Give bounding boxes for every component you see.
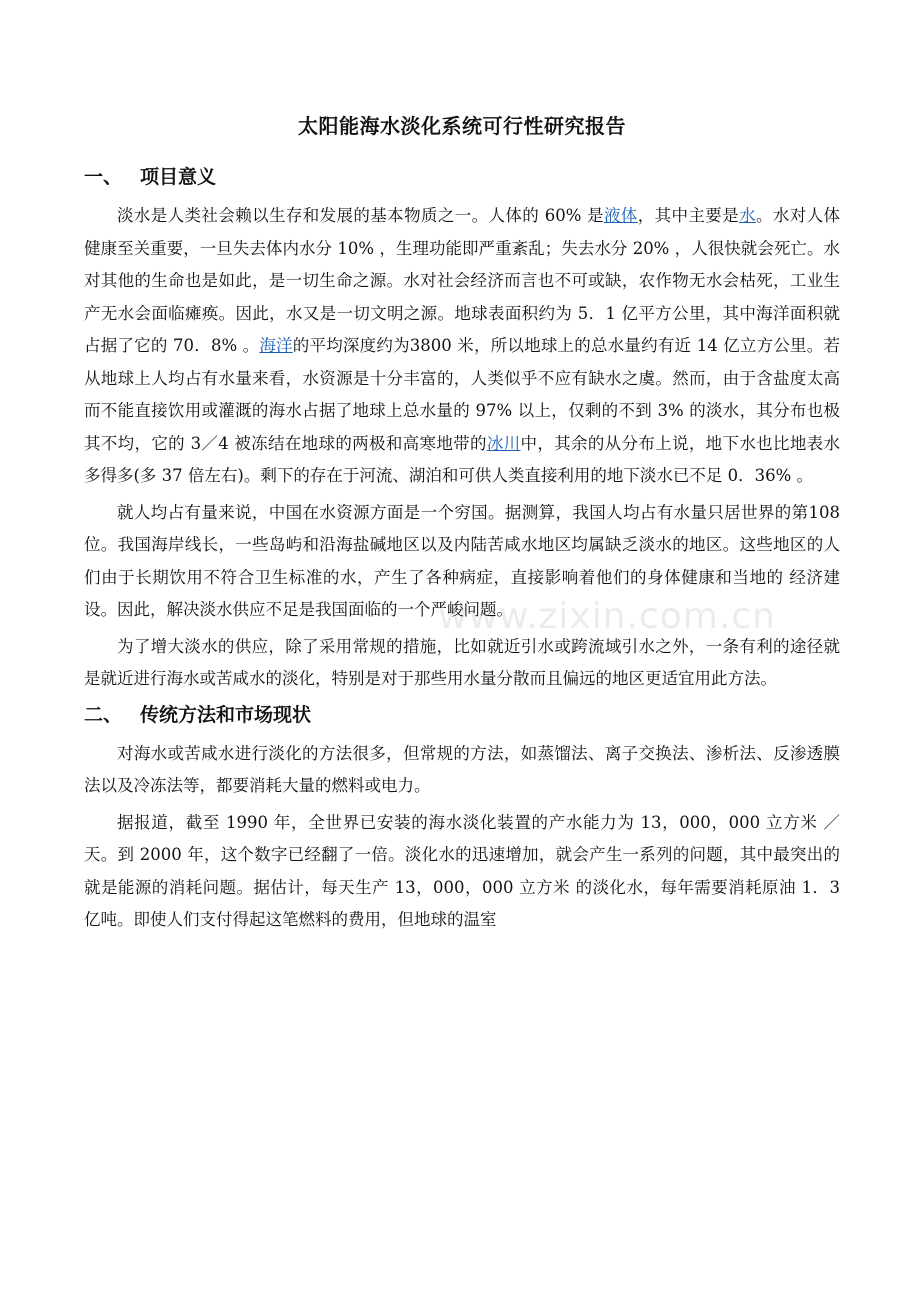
link-water[interactable]: 水 — [739, 206, 756, 225]
section-1-paragraph-1 — [84, 200, 840, 493]
link-ocean[interactable]: 海洋 — [259, 336, 293, 355]
section-1-paragraph-3: 为了增大淡水的供应，除了采用常规的措施，比如就近引水或跨流域引水之外，一条有利的途径就是就近进行海水或苦咸水的淡化，特别是对于那些用水量分散而且偏远的地区更适宜用此方法。 — [84, 636, 840, 688]
text-run: 淡水是人类社会赖以生存和发展的基本物质之一。人体的 60% 是 — [117, 206, 604, 225]
section-2-title: 传统方法和市场现状 — [140, 703, 312, 726]
text-run: 的平均深度约为3800 米，所以地球上的总水量约有近 14 亿立方公里。若从地球上人均占有水量来看，水资源是十分丰富的，人类似乎不应有缺水之虞。然而，由于含盐度太高而不能直接饮用或灌溉的海水占据了地球上总水量的 97% 以上，仅剩的不到 3% 的淡水，其分布也极其不均，它的 3／4 被冻结在地球的两极和高寒地带的 — [84, 336, 840, 453]
section-2-heading — [84, 700, 840, 730]
document-title: 太阳能海水淡化系统可行性研究报告 — [298, 114, 626, 138]
link-liquid[interactable]: 液体 — [603, 206, 638, 225]
text-run: 中，其余的从分布上说，地下水也比地表水多得多(多 37 倍左右)。剩下的存在于河流、湖泊和可供人类直接利用的地下淡水已不足 0．36% 。 — [84, 433, 841, 485]
document-page — [84, 112, 840, 941]
section-1-heading — [84, 162, 840, 192]
link-glacier[interactable]: 冰川 — [486, 433, 521, 453]
section-1-paragraph-2: 就人均占有量来说，中国在水资源方面是一个穷国。据测算，我国人均占有水量只居世界的第108 位。我国海岸线长，一些岛屿和沿海盐碱地区以及内陆苦咸水地区均属缺乏淡水的地区。这些地区的人们由于长期饮用不符合卫生标准的水，产生了各种病症，直接影响着他们的身体健康和当地的 经济建设。因此，解决淡水供应不足是我国面临的一个严峻问题。 — [84, 502, 840, 619]
section-2-paragraph-2: 据报道，截至 1990 年，全世界已安装的海水淡化装置的产水能力为 13，000，000 立方米 ／天。到 2000 年，这个数字已经翻了一倍。淡化水的迅速增加，就会产生一系列的问题，其中最突出的就是能源的消耗问题。据估计，每天生产 13，000，000 立方米 的淡化水，每年需要消耗原油 1．3 亿吨。即使人们支付得起这笔燃料的费用，但地球的温室 — [84, 812, 840, 929]
section-1-number: 一、 — [84, 166, 123, 188]
section-1-title: 项目意义 — [140, 166, 217, 188]
watermark: www.zixin.com.cn — [438, 596, 776, 637]
text-run: ，其中主要是 — [637, 206, 740, 225]
section-2-paragraph-1: 对海水或苦咸水进行淡化的方法很多，但常规的方法，如蒸馏法、离子交换法、渗析法、反渗透膜法以及冷冻法等，都要消耗大量的燃料或电力。 — [84, 743, 840, 795]
text-run: 。水对人体健康至关重要，一旦失去体内水分 10% ，生理功能即严重紊乱；失去水分 20% ，人很快就会死亡。水对其他的生命也是如此，是一切生命之源。水对社会经济而言也不可或缺，农作物无水会枯死，工业生产无水会面临瘫痪。因此，水又是一切文明之源。地球表面积约为 5．1 亿平方公里，其中海洋面积就占据了它的 70．8% 。 — [84, 206, 841, 355]
section-2-number: 二、 — [84, 703, 123, 726]
